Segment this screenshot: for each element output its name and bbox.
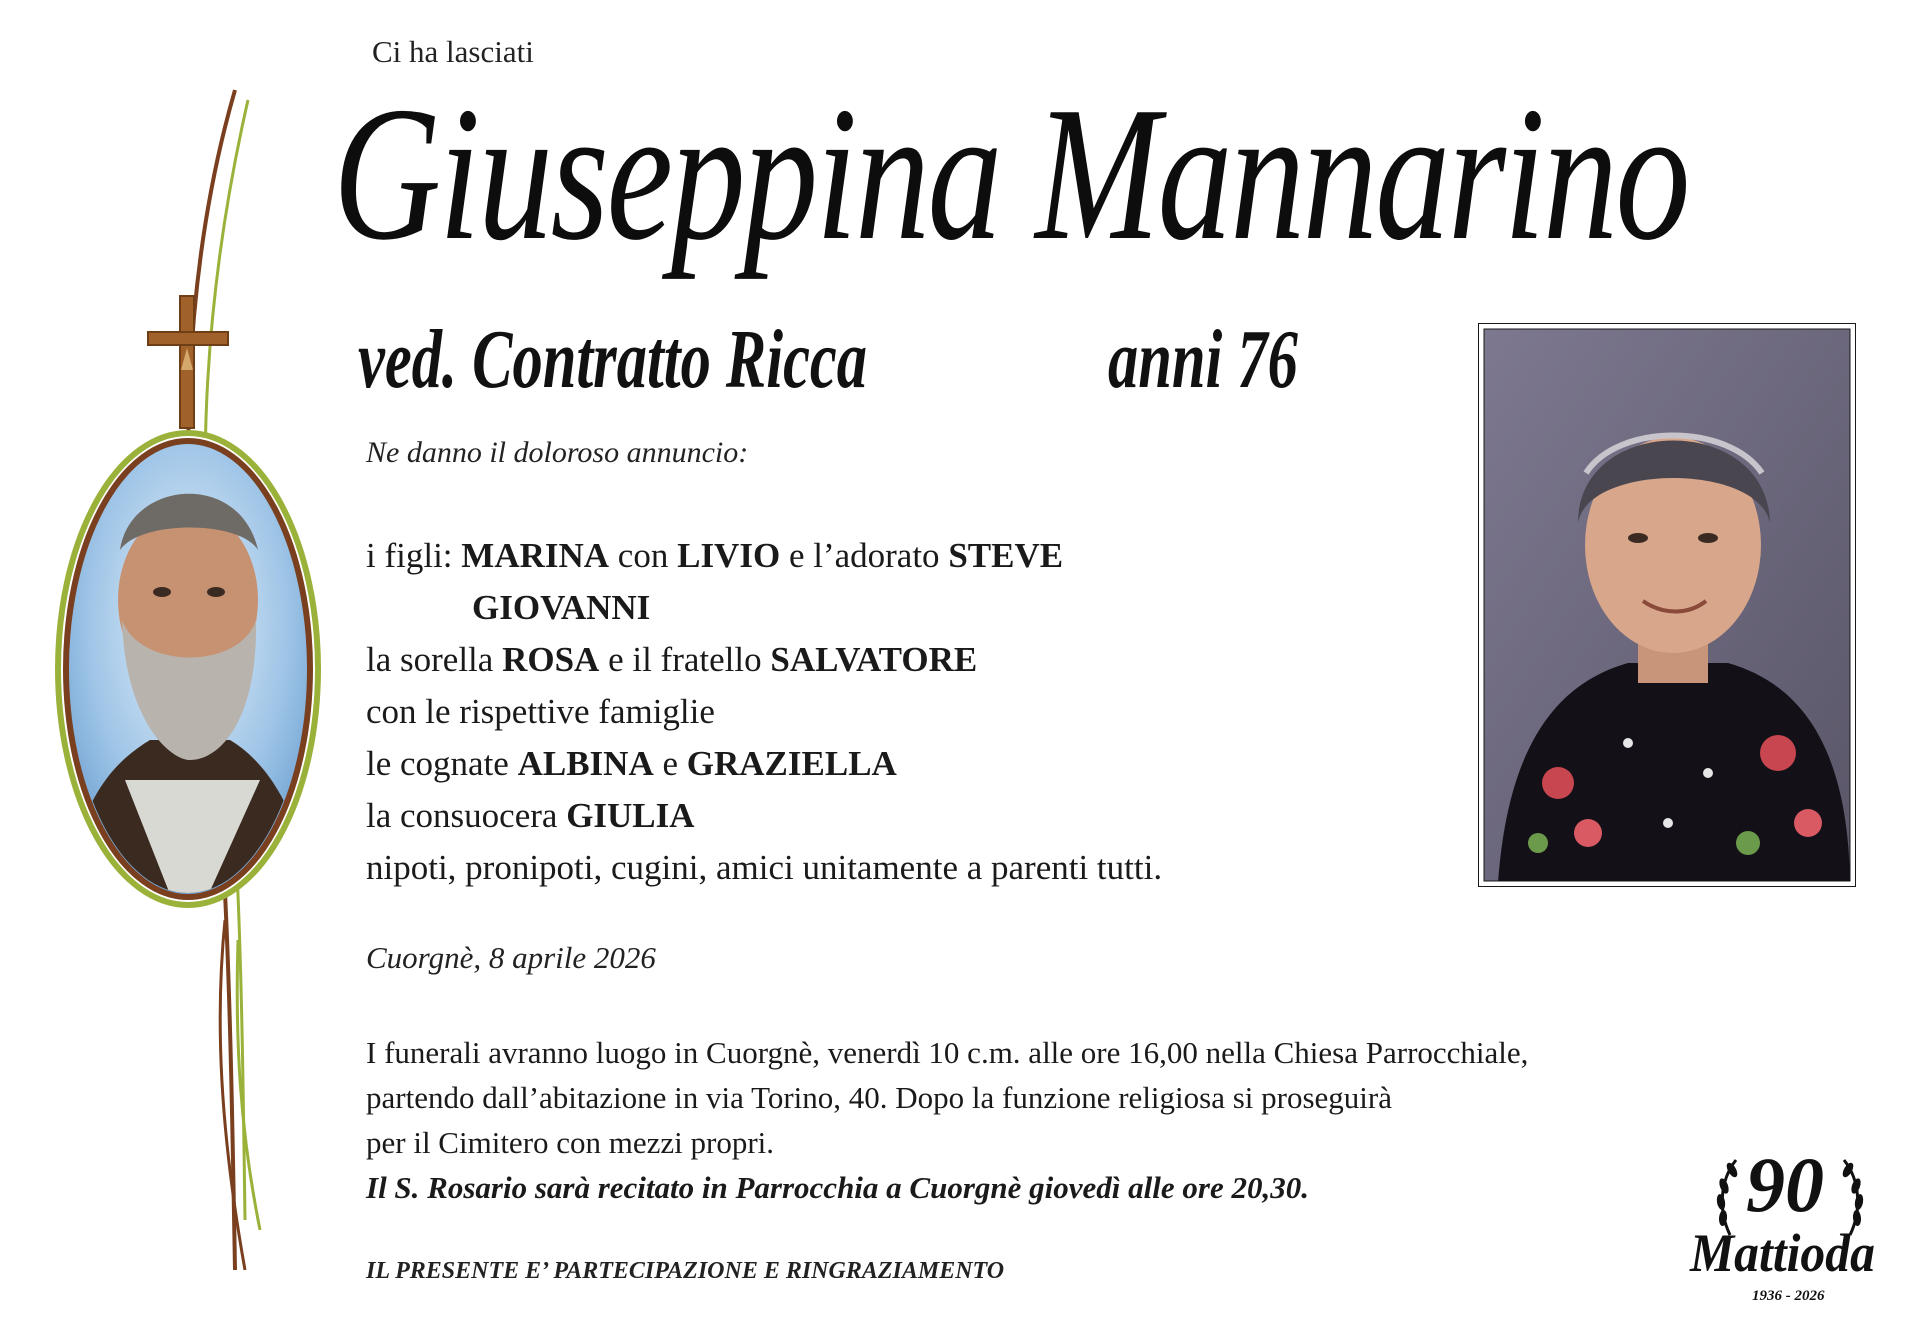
family-member-name: GRAZIELLA <box>686 744 897 783</box>
footer-note: IL PRESENTE E’ PARTECIPAZIONE E RINGRAZIAMENTO <box>366 1258 1005 1284</box>
text: e <box>653 744 687 783</box>
family-member-name: GIOVANNI <box>472 588 651 627</box>
list-item <box>366 738 1162 790</box>
list-item <box>366 530 1162 582</box>
family-member-name: SALVATORE <box>770 640 978 679</box>
logo-anniversary: 90 <box>1746 1141 1824 1228</box>
list-item <box>366 634 1162 686</box>
family-member-name: MARINA <box>461 536 610 575</box>
cross-icon <box>148 296 228 428</box>
list-item <box>366 582 1162 634</box>
announcement: Ne danno il doloroso annuncio: <box>366 436 749 469</box>
portrait-photo <box>1478 323 1856 887</box>
funeral-line: I funerali avranno luogo in Cuorgnè, venerdì 10 c.m. alle ore 16,00 nella Chiesa Parrocchiale, <box>366 1035 1529 1070</box>
list-item <box>366 790 1162 842</box>
family-member-name: LIVIO <box>677 536 781 575</box>
list-item <box>366 842 1162 894</box>
funeral-line: partendo dall’abitazione in via Torino, 40. Dopo la funzione religiosa si proseguirà <box>366 1080 1392 1115</box>
family-member-name: ALBINA <box>517 744 654 783</box>
family-member-name: ROSA <box>502 640 600 679</box>
text: la sorella <box>366 640 503 679</box>
funeral-info <box>366 1030 1528 1210</box>
family-member-name: STEVE <box>948 536 1064 575</box>
deceased-name: Giuseppina Mannarino <box>333 67 1689 280</box>
list-item <box>366 686 1162 738</box>
text: i figli: <box>366 536 462 575</box>
funeral-line: per il Cimitero con mezzi propri. <box>366 1125 775 1160</box>
text: e l’adorato <box>780 536 949 575</box>
rosary-notice: Il S. Rosario sarà recitato in Parrocchia a Cuorgnè giovedì alle ore 20,30. <box>366 1170 1309 1205</box>
age: anni 76 <box>1108 313 1298 406</box>
text: con <box>609 536 678 575</box>
text: nipoti, pronipoti, cugini, amici unitamente a parenti tutti. <box>366 848 1163 887</box>
logo-brand: Mattioda <box>1690 1223 1875 1283</box>
family-list <box>366 530 1162 894</box>
pre-title: Ci ha lasciati <box>372 34 534 69</box>
text: le cognate <box>366 744 518 783</box>
text: la consuocera <box>366 796 567 835</box>
dateline: Cuorgnè, 8 aprile 2026 <box>366 940 656 975</box>
logo-years: 1936 - 2026 <box>1752 1288 1825 1304</box>
text: e il fratello <box>599 640 771 679</box>
family-member-name: GIULIA <box>566 796 695 835</box>
religious-image <box>30 80 330 1280</box>
text: con le rispettive famiglie <box>366 692 715 731</box>
widow-of: ved. Contratto Ricca <box>358 313 868 406</box>
funeral-home-logo <box>1680 1140 1900 1310</box>
